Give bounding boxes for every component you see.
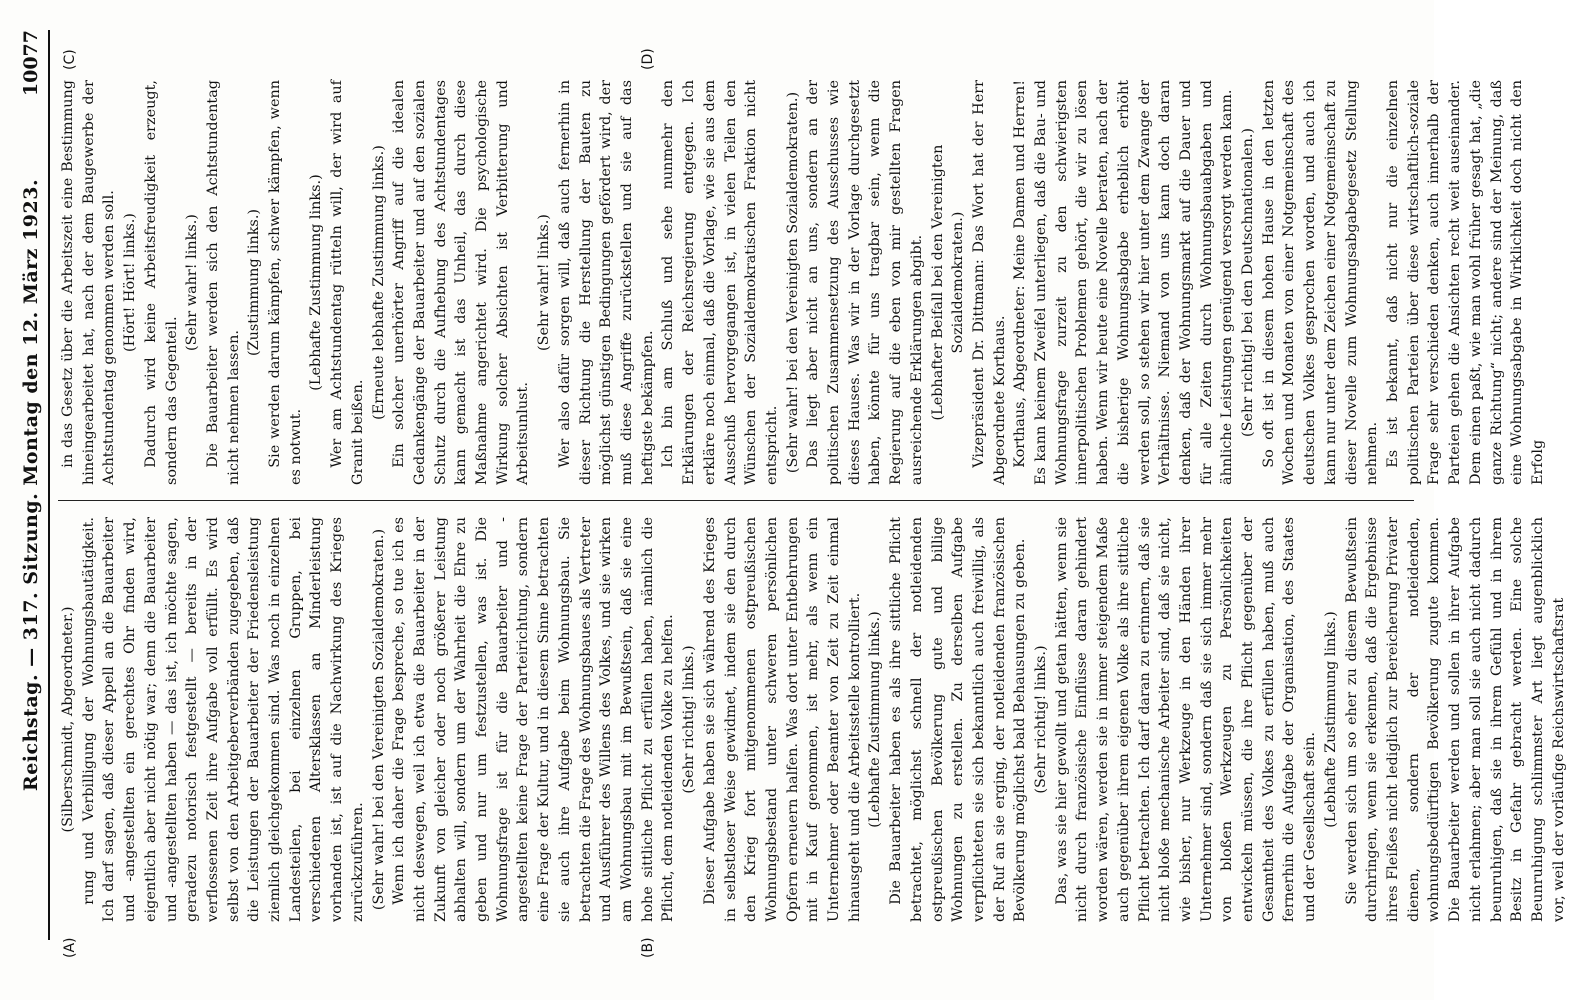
paragraph: rung und Verbilligung der Wohnungsbautätigkeit. Ich darf sagen, daß dieser Appell an die Bauarbeiter und -angestellten ein gerechtes Ohr finden wird, eigentlich aber nicht nötig war; denn die Bauarbeiter und -angestellten haben — das ist, ich möchte sagen, geradezu notorisch festgestellt — bereits in der verflossenen Zeit ihre Aufgabe voll erfüllt. Es wird selbst von den Arbeitgeberverbänden zugegeben, daß die Leistungen der Bauarbeiter der Friedensleistung ziemlich gleichgekommen sind. Was noch in einzelnen Landesteilen, bei einzelnen Gruppen, bei verschiedenen Altersklassen an Minderleistung vorhanden ist, ist auf die Nachwirkung des Krieges zurückzuführen. xyxy=(80,517,366,922)
left-column xyxy=(58,517,1567,922)
paragraph: Dadurch wird keine Arbeitsfreudigkeit erzeugt, sondern das Gegenteil. xyxy=(142,80,180,485)
interjection: (Lebhafte Zustimmung links.) xyxy=(1322,611,1339,828)
paragraph: Wenn ich daher die Frage bespreche, so tue ich es nicht deswegen, weil ich etwa die Bauarbeiter in der Zukunft von gleicher oder noch größerer Leistung abhalten will, sondern um der Wahrheit die Ehre zu geben und nur um festzustellen, was ist. Die Wohnungsfrage ist für die Bauarbeiter und -angestellten keine Frage der Parteirichtung, sondern eine Frage der Kultur, und in diesem Sinne betrachten sie auch ihre Aufgabe beim Wohnungsbau. Sie betrachten die Frage des Wohnungsbaues als Vertreter und Ausführer des Willens des Volkes, und sie wirken am Wohnungsbau mit im Bewußtsein, daß sie eine hohe sittliche Pflicht zu erfüllen haben, nämlich die Pflicht, dem notleidenden Volke zu helfen. xyxy=(391,517,677,922)
interjection: (Sehr wahr! links.) xyxy=(184,214,201,351)
interjection: (Sehr wahr! bei den Vereinigten Sozialdemokraten.) xyxy=(370,528,387,911)
paragraph: Wer am Achtstundentag rütteln will, der wird auf Granit beißen. xyxy=(329,80,366,485)
speaker-paragraph: Korthaus, Abgeordneter: Meine Damen und Herren! Es kann keinem Zweifel unterliegen, daß die Bau- und Wohnungsfrage zurzeit zu den schwierigsten innerpolitischen Problemen gehört, die wir zu lösen haben. Wenn wir heute eine Novelle beraten, nach der die bisherige Wohnungsabgabe erheblich erhöht werden soll, so stehen wir hier unter dem Zwange der Verhältnisse. Niemand von uns kann doch daran denken, daß der Wohnungsmarkt auf die Dauer und für alle Zeiten durch Wohnungsbauabgaben und ähnliche Leistungen genügend versorgt werden kann. xyxy=(1012,80,1236,485)
page-number: 10077 xyxy=(20,30,42,97)
paragraph: Es ist bekannt, daß nicht nur die einzelnen politischen Parteien über diese wirtschaftlich-soziale Frage sehr verschieden denken, auch innerhalb der Parteien gehen die Ansichten recht weit auseinander. Dem einen paßt, wie man wohl früher gesagt hat, „die ganze Richtung“ nicht; andere sind der Meinung, daß eine Wohnungsabgabe in Wirklichkeit doch nicht den Erfolg xyxy=(1385,80,1546,485)
margin-mark-d: (D) xyxy=(640,48,656,70)
interjection: (Sehr wahr! links.) xyxy=(536,214,553,351)
interjection: (Sehr richtig! links.) xyxy=(1033,645,1050,794)
paragraph: Das, was sie hier gewollt und getan hätten, wenn sie nicht durch französische Einflüsse daran gehindert worden wären, werden sie in immer steigendem Maße auch gegenüber ihrem eigenen Volke als ihre sittliche Pflicht betrachten. Ich darf daran zu erinnern, daß sie nicht bloße mechanische Arbeiter sind, daß sie nicht, wie bisher, nur Werkzeuge in den Händen ihrer Unternehmer sind, sondern daß sie sich immer mehr von bloßen Werkzeugen zu Persönlichkeiten entwickeln müssen, die ihre Pflicht gegenüber der Gesamtheit des Volkes zu erfüllen haben, muß auch fernerhin die Aufgabe der Organisation, des Staates und der Gesellschaft sein. xyxy=(1053,517,1319,922)
interjection: (Sehr richtig! links.) xyxy=(681,645,698,794)
paragraph: So oft ist in diesem hohen Hause in den letzten Wochen und Monaten von einer Notgemeinschaft des deutschen Volkes gesprochen worden, und auch ich kann nur unter dem Zeichen einer Notgemeinschaft zu dieser Novelle zum Wohnungsabgabegesetz Stellung nehmen. xyxy=(1260,80,1381,485)
margin-mark-c: (C) xyxy=(62,49,78,70)
margin-mark-a: (A) xyxy=(62,937,78,958)
paragraph: Ich bin am Schluß und sehe nunmehr den Erklärungen der Reichsregierung entgegen. Ich erkläre noch einmal, daß die Vorlage, wie sie aus dem Ausschuß hervorgegangen ist, in vielen Teilen den Wünschen der Sozialdemokratischen Fraktion nicht entspricht. xyxy=(660,80,780,485)
interjection: (Sehr richtig! bei den Deutschnationalen.) xyxy=(1240,127,1257,438)
interjection: (Hört! Hört! links.) xyxy=(122,213,139,352)
paragraph: Dieser Aufgabe haben sie sich während des Krieges in selbstloser Weise gewidmet, indem sie den durch den Krieg fort mitgenommenen ostpreußischen Wohnungsbestand unter schweren persönlichen Opfern erneuern halfen. Was dort unter Entbehrungen mit in Kauf genommen, ist mehr, als wenn ein Unternehmer oder Beamter von Zeit zu Zeit einmal hinausgeht und die Arbeitsstelle kontrolliert. xyxy=(701,517,863,922)
paragraph: in das Gesetz über die Arbeitszeit eine Bestimmung hineingearbeitet hat, nach der dem Baugewerbe der Achtstundentag genommen werden soll. xyxy=(60,80,118,485)
interjection: (Lebhafte Zustimmung links.) xyxy=(867,611,884,828)
column-divider xyxy=(58,500,1414,501)
speaker-line: (Silberschmidt, Abgeordneter.) xyxy=(60,606,76,833)
interjection: (Sehr wahr! bei den Vereinigten Sozialdemokraten.) xyxy=(784,91,801,474)
paragraph: Das liegt aber nicht an uns, sondern an der politischen Zusammensetzung des Ausschusses wie dieses Hauses. Was wir in der Vorlage durchgesetzt haben, könnte für uns tragbar sein, wenn die Regierung auf die eben von mir gestellten Fragen ausreichende Erklärungen abgibt. xyxy=(805,80,925,485)
paragraph: Ein solcher unerhörter Angriff auf die idealen Gedankengänge der Bauarbeiter und auf den sozialen Schutz durch die Aufhebung des Achtstundentages kann gemacht ist das Unheil, das durch diese Maßnahme angerichtet wird. Die psychologische Wirkung solcher Absichten ist Verbitterung und Arbeitsunlust. xyxy=(391,80,532,485)
paragraph: Wer also dafür sorgen will, daß auch fernerhin in dieser Richtung die Herstellung der Bauten zu möglichst günstigen Bedingungen gefördert wird, der muß diese Angriffe zurückstellen und sie auf das heftigste bekämpfen. xyxy=(556,80,656,485)
paragraph: Sie werden sich um so eher zu diesem Bewußtsein durchringen, wenn sie erkennen, daß die Ergebnisse ihres Fleißes nicht lediglich zur Bereicherung Privater dienen, sondern der notleidenden, wohnungsbedürftigen Bevölkerung zugute kommen. Die Bauarbeiter werden und sollen in ihrer Aufgabe nicht erlahmen; aber man soll sie auch nicht dadurch beunruhigen, daß sie in ihrem Gefühl und in ihrem Besitz in Gefahr gebracht werden. Eine solche Beunruhigung schlimmster Art liegt augenblicklich vor, weil der vorläufige Reichswirtschaftsrat xyxy=(1343,517,1567,922)
presiding-remark: Vizepräsident Dr. Dittmann: Das Wort hat der Herr Abgeordnete Korthaus. xyxy=(970,80,1008,485)
interjection: (Erneute lebhafte Zustimmung links.) xyxy=(370,145,387,420)
paragraph: Sie werden darum kämpfen, schwer kämpfen, wenn es notwut. xyxy=(267,80,304,485)
page-title: Reichstag. — 317. Sitzung. Montag den 12. März 1923. xyxy=(20,178,42,792)
paragraph: Die Bauarbeiter haben es als ihre sittliche Pflicht betrachtet, möglichst schnell der notleidenden ostpreußischen Bevölkerung gute und billige Wohnungen zu erstellen. Zu derselben Aufgabe verpflichteten sie sich bekanntlich auch freiwillig, als der Ruf an sie erging, der notleidenden französischen Bevölkerung möglichst bald Behausungen zu geben. xyxy=(888,517,1029,922)
margin-mark-b: (B) xyxy=(640,937,656,958)
right-column xyxy=(58,80,1546,485)
interjection: (Zustimmung links.) xyxy=(246,208,263,357)
paragraph: Die Bauarbeiter werden sich den Achtstundentag nicht nehmen lassen. xyxy=(204,80,242,485)
page-header xyxy=(14,30,50,940)
interjection: (Lebhafte Zustimmung links.) xyxy=(308,174,325,391)
interjection: (Lebhafter Beifall bei den Vereinigten Sozialdemokraten.) xyxy=(929,144,967,421)
